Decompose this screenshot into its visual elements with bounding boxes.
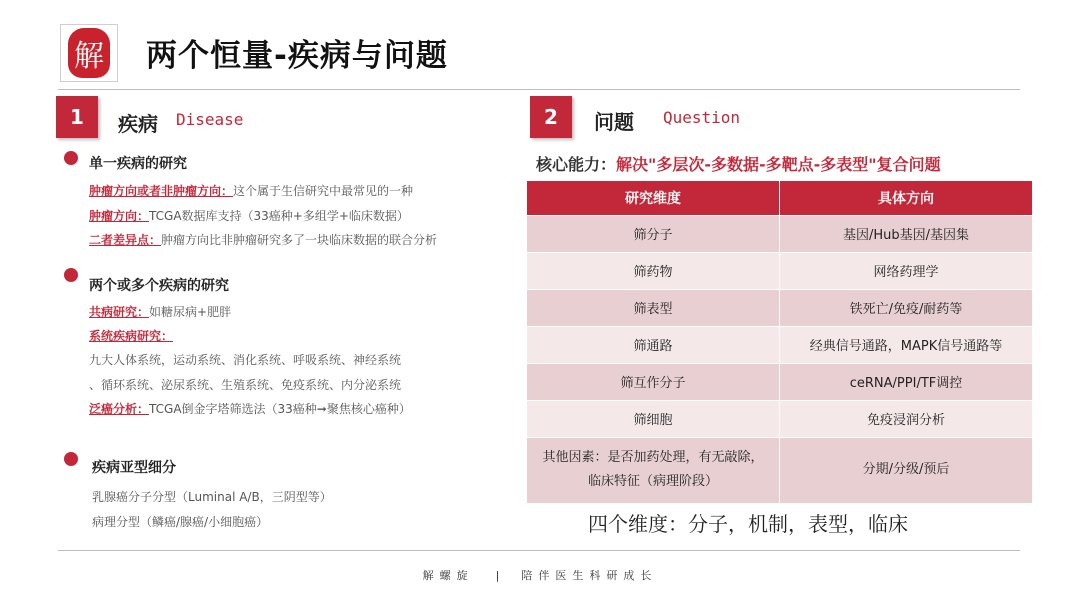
group-heading-subtype: 疾病亚型细分 [92,460,176,476]
table-row [527,215,1032,252]
table-cell: 筛药物 [527,252,780,289]
table-cell: 筛表型 [527,289,780,326]
table-header-cell: 研究维度 [527,181,780,215]
list-item: 肿瘤方向：TCGA数据库支持（33癌种+多组学+临床数据） [89,209,409,223]
footer-separator: | [495,569,500,582]
table-cell: 分期/分级/预后 [780,437,1033,503]
section-title-question: 问题 [594,110,634,134]
research-dimension-table [527,181,1032,503]
summary-text: 四个维度：分子，机制，表型，临床 [588,512,908,536]
group-heading-multi: 两个或多个疾病的研究 [89,278,229,294]
list-item: 系统疾病研究： [89,329,174,343]
bullet-dot [64,452,78,466]
table-row [527,363,1032,400]
table-row [527,326,1032,363]
section-subtitle-question: Question [663,108,741,127]
table-cell: 免疫浸润分析 [780,400,1033,437]
list-item: 病理分型（鳞癌/腺癌/小细胞癌） [92,515,269,529]
brand-logo [60,24,118,82]
table-cell: 基因/Hub基因/基因集 [780,215,1033,252]
table-cell: 网络药理学 [780,252,1033,289]
divider-top [58,89,1020,90]
table-header-cell: 具体方向 [780,181,1033,215]
group-heading-single: 单一疾病的研究 [89,156,187,172]
section-subtitle-disease: Disease [176,110,244,129]
table-cell: 筛分子 [527,215,780,252]
bullet-dot [64,151,78,165]
footer [0,567,1080,583]
list-item: 、循环系统、泌尿系统、生殖系统、免疫系统、内分泌系统 [89,378,402,392]
table-row [527,252,1032,289]
table-row [527,400,1032,437]
list-item: 九大人体系统，运动系统、消化系统、呼吸系统、神经系统 [89,353,402,367]
list-item: 二者差异点：肿瘤方向比非肿瘤研究多了一块临床数据的联合分析 [89,233,438,247]
list-item: 乳腺癌分子分型（Luminal A/B，三阴型等） [92,490,332,504]
divider-bottom [58,550,1020,551]
list-item: 共病研究：如糖尿病+肥胖 [89,305,232,319]
table-cell: 筛通路 [527,326,780,363]
page-title: 两个恒量-疾病与问题 [146,38,448,74]
section-title-disease: 疾病 [118,112,158,136]
section-number-disease: 1 [56,96,98,138]
table-row [527,289,1032,326]
list-item: 泛癌分析：TCGA倒金字塔筛选法（33癌种➞聚焦核心癌种） [89,402,411,416]
table-cell: 铁死亡/免疫/耐药等 [780,289,1033,326]
table-cell: 经典信号通路，MAPK信号通路等 [780,326,1033,363]
table-row [527,437,1032,503]
footer-brand: 解螺旋 [422,569,474,582]
list-item: 肿瘤方向或者非肿瘤方向：这个属于生信研究中最常见的一种 [89,184,414,198]
table-cell: ceRNA/PPI/TF调控 [780,363,1033,400]
table-cell: 筛互作分子 [527,363,780,400]
core-ability: 核心能力：解决"多层次-多数据-多靶点-多表型"复合问题 [536,155,941,174]
seal-icon: 解 [68,28,110,78]
table-header-row [527,181,1032,215]
section-number-question: 2 [530,96,572,138]
footer-slogan: 陪伴医生科研成长 [521,569,658,582]
bullet-dot [64,268,78,282]
table-cell: 筛细胞 [527,400,780,437]
table-cell: 其他因素：是否加药处理，有无敲除，临床特征（病理阶段） [527,437,780,503]
